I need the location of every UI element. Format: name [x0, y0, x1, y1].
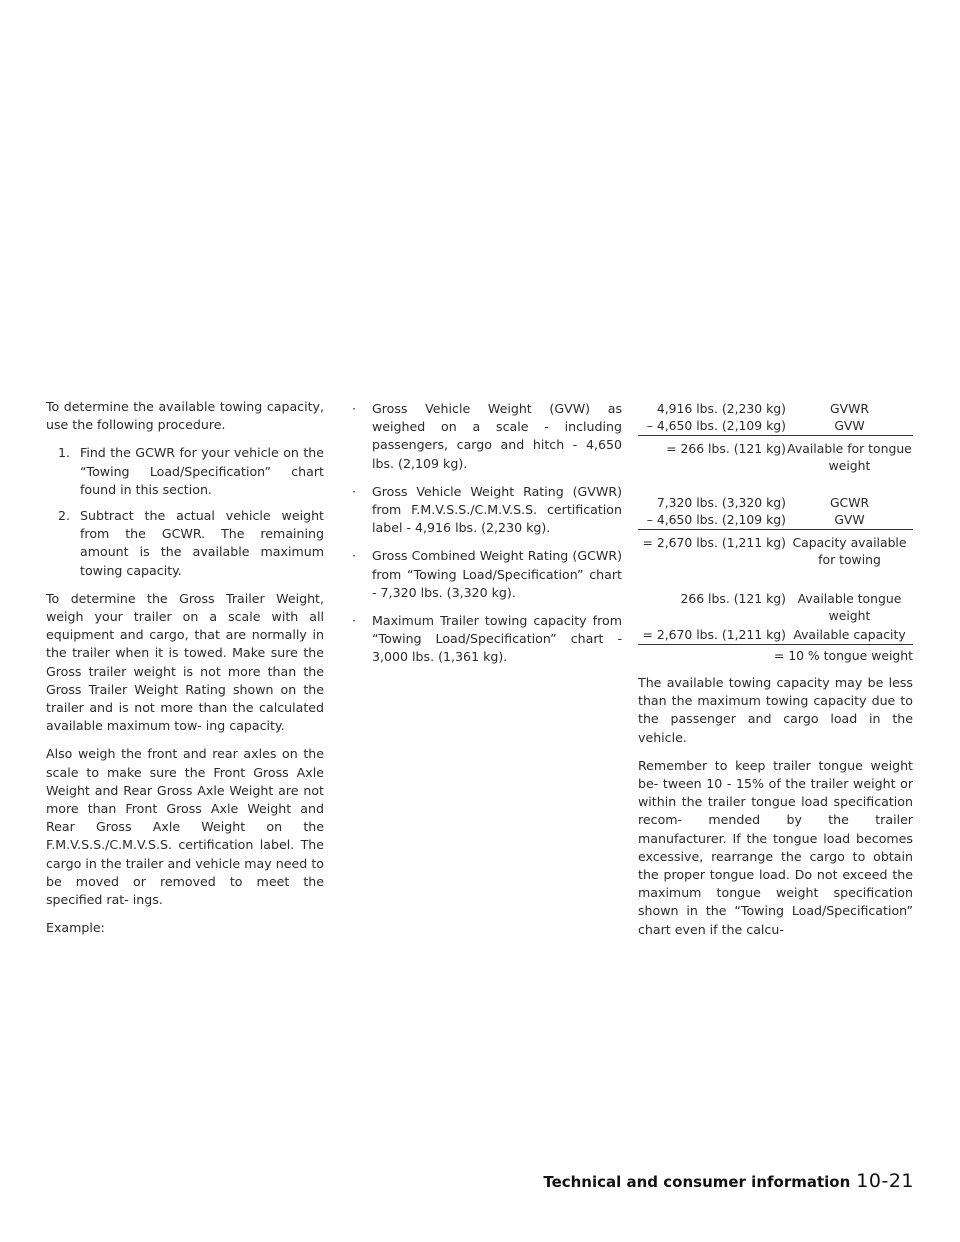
- calc-row: [638, 440, 913, 474]
- step-item: [46, 507, 324, 580]
- calc-row: [638, 417, 913, 436]
- calc-value: – 4,650 lbs. (2,109 kg): [646, 418, 786, 433]
- list-item: [352, 483, 622, 538]
- calc-label: Capacity available for towing: [792, 535, 907, 567]
- axle-weight-paragraph: Also weigh the front and rear axles on the scale to make sure the Front Gross Axle Weight and Rear Gross Axle Weight are not more than Front Gross Axle Weight and Rear Gross Axle Weight on the F.M.V.S.S./C.M.V.S.S. certification label. The cargo in the trailer and vehicle may need to be moved or removed to meet the specified rat- ings.: [46, 746, 324, 908]
- calc-value: 7,320 lbs. (3,320 kg): [656, 495, 786, 510]
- step-text: Subtract the actual vehicle weight from the GCWR. The remaining amount is the available maximum towing capacity.: [80, 508, 324, 578]
- bullet-icon: ·: [352, 401, 357, 416]
- calc-value: = 2,670 lbs. (1,211 kg): [642, 627, 786, 642]
- bullet-icon: ·: [352, 483, 357, 499]
- calc-label: Available tongue weight: [797, 591, 902, 623]
- calc-label: GCWR: [829, 495, 870, 510]
- calc-value: = 266 lbs. (121 kg): [666, 441, 786, 456]
- calc-row: [638, 494, 913, 511]
- step-item: [46, 444, 324, 499]
- procedure-steps: [46, 444, 324, 579]
- intro-paragraph: To determine the available towing capacity, use the following procedure.: [46, 399, 324, 433]
- calc-value: 4,916 lbs. (2,230 kg): [656, 401, 786, 416]
- step-number: 1.: [58, 445, 71, 461]
- list-item: [352, 612, 622, 667]
- calc-value: – 4,650 lbs. (2,109 kg): [646, 512, 786, 527]
- calc-label: Available for tongue weight: [787, 441, 912, 473]
- calc-row: [638, 534, 913, 568]
- step-text: Find the GCWR for your vehicle on the “Towing Load/Specification” chart found in this section.: [80, 445, 324, 497]
- calc-label: GVWR: [830, 401, 869, 416]
- calc-label: GVW: [834, 418, 865, 433]
- calc-label: GVW: [834, 512, 865, 527]
- calc-label: Available capacity: [793, 627, 906, 642]
- list-item-text: Gross Vehicle Weight Rating (GVWR) from F.M.V.S.S./C.M.V.S.S. certification label - 4,916 lbs. (2,230 kg).: [372, 483, 622, 536]
- list-item-text: Gross Combined Weight Rating (GCWR) from “Towing Load/Specification” chart - 7,320 lbs. (3,320 kg).: [372, 548, 622, 600]
- calc-value: = 2,670 lbs. (1,211 kg): [642, 535, 786, 550]
- towing-capacity-note: The available towing capacity may be less than the maximum towing capacity due to the passenger and cargo load in the vehicle.: [638, 675, 913, 745]
- right-column: [638, 400, 913, 949]
- gross-trailer-weight-paragraph: To determine the Gross Trailer Weight, weigh your trailer on a scale with all equipment and cargo, that are normally in the trailer when it is towed. Make sure the Gross trailer weight is not more than the Gross Trailer Weight Rating shown on the trailer and is not more than the calculated available maximum tow- ing capacity.: [46, 590, 324, 734]
- middle-column: [352, 400, 622, 677]
- list-item-text: Maximum Trailer towing capacity from “Towing Load/Specification” chart - 3,000 lbs. (1,361 kg).: [372, 613, 622, 665]
- calc-row: [638, 626, 913, 645]
- list-item-text: Gross Vehicle Weight (GVW) as weighed on a scale - including passengers, cargo and hitch - 4,650 lbs. (2,109 kg).: [372, 401, 622, 471]
- step-number: 2.: [58, 508, 71, 524]
- bullet-icon: ·: [352, 548, 357, 564]
- tongue-weight-result: = 10 % tongue weight: [773, 648, 913, 663]
- example-label: Example:: [46, 920, 105, 936]
- towing-calculation: [638, 400, 913, 664]
- list-item: [352, 400, 622, 473]
- page-number: 10-21: [856, 1170, 914, 1192]
- calc-value: 266 lbs. (121 kg): [680, 591, 786, 606]
- page-footer: [543, 1170, 914, 1192]
- calc-row: [638, 511, 913, 530]
- section-title: Technical and consumer information: [543, 1173, 851, 1191]
- tongue-weight-paragraph: Remember to keep trailer tongue weight be- tween 10 - 15% of the trailer weight or within the trailer tongue load specification recom- mended by the trailer manufacturer. If the tongue load becomes excessive, rearrange the cargo to obtain the proper tongue load. Do not exceed the maximum tongue weight specification shown in the “Towing Load/Specification” chart even if the calcu-: [638, 757, 913, 937]
- weight-definitions-list: [352, 400, 622, 667]
- left-column: [46, 398, 324, 947]
- list-item: [352, 547, 622, 602]
- calc-row: [638, 590, 913, 624]
- bullet-icon: ·: [352, 613, 357, 629]
- calc-row: [638, 400, 913, 417]
